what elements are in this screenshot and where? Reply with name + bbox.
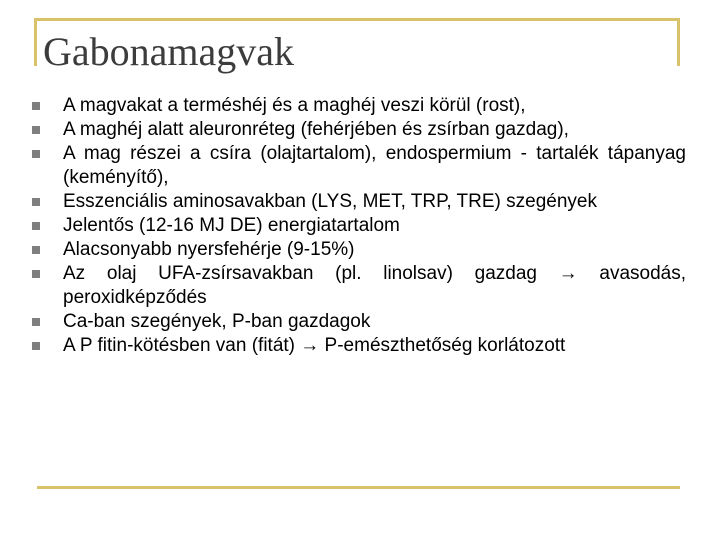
list-item-text: Jelentős (12-16 MJ DE) energiatartalom — [63, 215, 400, 236]
bottom-divider — [37, 486, 680, 489]
list-item-text: A maghéj alatt aleuronréteg (fehérjében és zsírban gazdag), — [63, 119, 569, 140]
list-item — [30, 238, 686, 262]
square-bullet-icon — [32, 126, 40, 134]
square-bullet-icon — [32, 150, 40, 158]
square-bullet-icon — [32, 102, 40, 110]
title-frame-top-border — [34, 18, 680, 21]
title-frame-right-border — [677, 18, 680, 66]
list-item-text: Az olaj UFA-zsírsavakban (pl. linolsav) gazdag → avasodás, peroxidképződés — [63, 263, 686, 308]
list-item — [30, 118, 686, 142]
square-bullet-icon — [32, 270, 40, 278]
square-bullet-icon — [32, 318, 40, 326]
list-item-text: A magvakat a terméshéj és a maghéj veszi körül (rost), — [63, 95, 526, 116]
slide-title: Gabonamagvak — [43, 29, 295, 74]
square-bullet-icon — [32, 198, 40, 206]
list-item — [30, 214, 686, 238]
square-bullet-icon — [32, 246, 40, 254]
list-item-text: A mag részei a csíra (olajtartalom), endospermium - tartalék tápanyag (keményítő), — [63, 143, 686, 188]
list-item — [30, 190, 686, 214]
title-frame-left-border — [34, 18, 37, 66]
list-item — [30, 142, 686, 190]
list-item-text: Ca-ban szegények, P-ban gazdagok — [63, 311, 371, 332]
list-item — [30, 310, 686, 334]
list-item — [30, 262, 686, 310]
bullet-list — [30, 94, 686, 358]
list-item-text: Esszenciális aminosavakban (LYS, MET, TRP, TRE) szegények — [63, 191, 597, 212]
list-item-text: Alacsonyabb nyersfehérje (9-15%) — [63, 239, 355, 260]
square-bullet-icon — [32, 342, 40, 350]
list-item-text: A P fitin-kötésben van (fitát) → P-emészthetőség korlátozott — [63, 335, 566, 356]
list-item — [30, 334, 686, 358]
list-item — [30, 94, 686, 118]
square-bullet-icon — [32, 222, 40, 230]
